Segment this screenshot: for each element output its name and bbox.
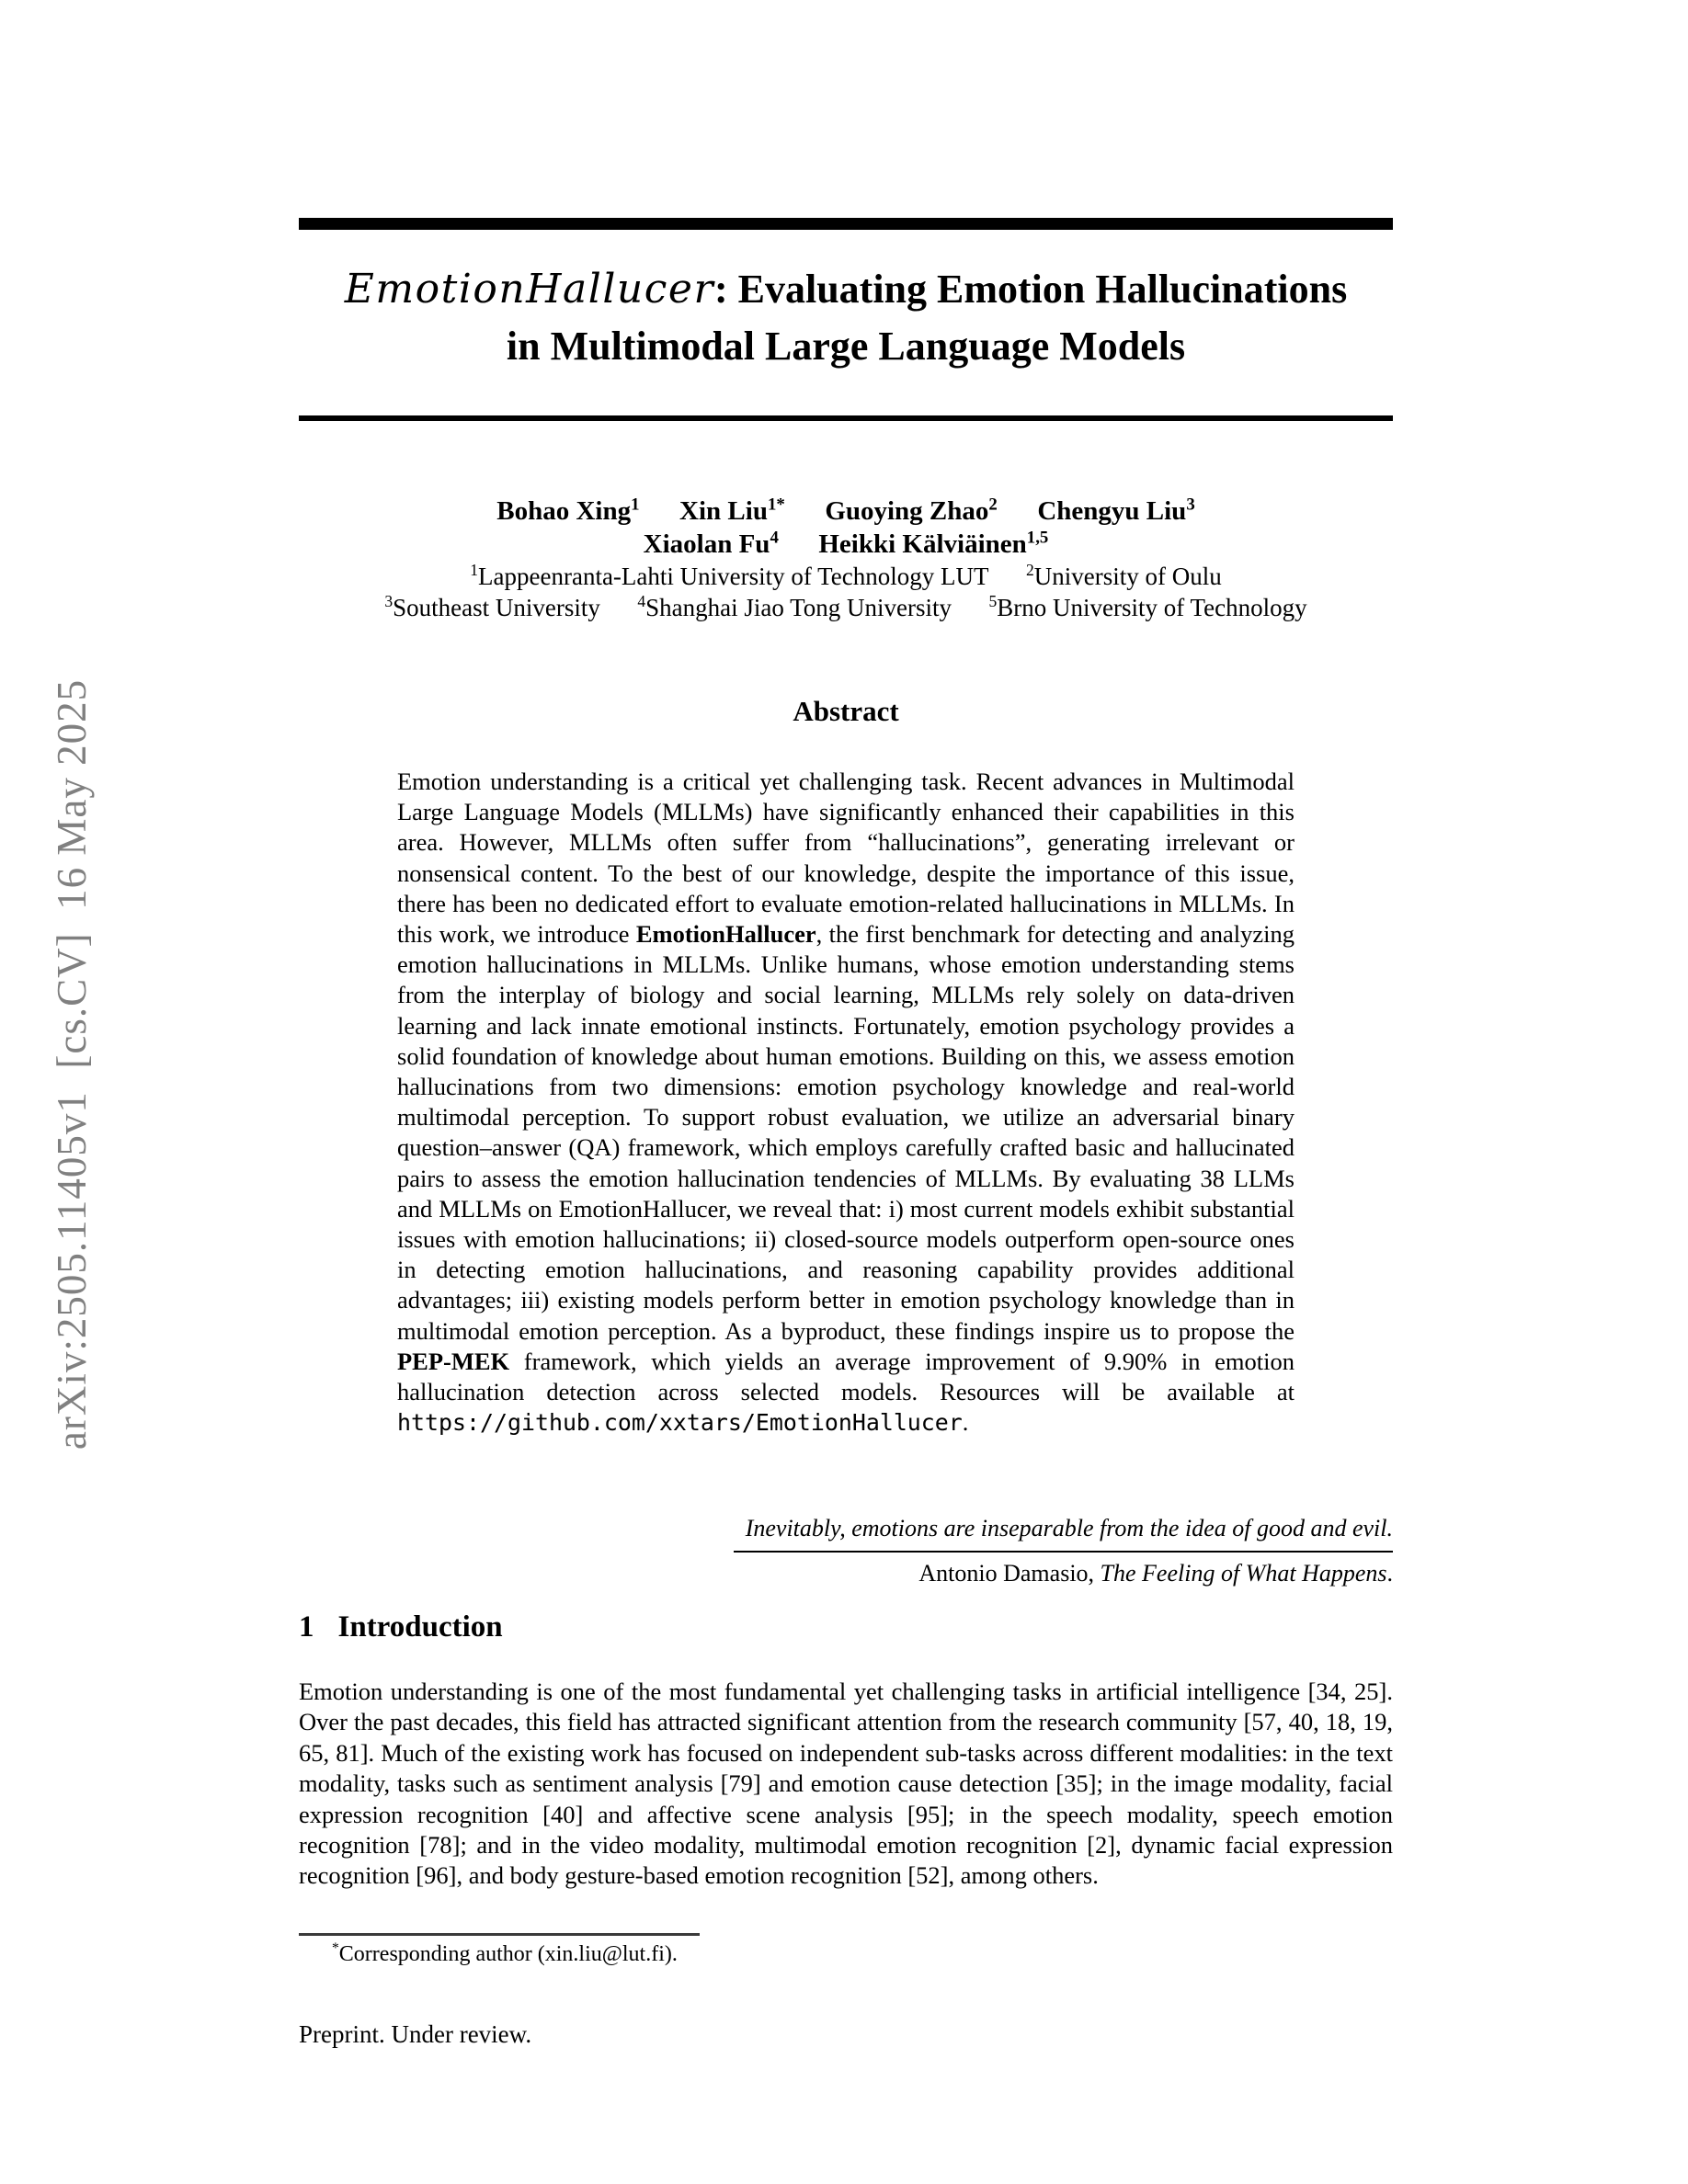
section-number: 1 [299, 1610, 314, 1644]
affiliations-line-2 [299, 592, 1393, 623]
paper-title [299, 261, 1393, 375]
text-segment: Lappeenranta-Lahti University of Technology LUT [478, 563, 989, 590]
text-segment: 4 [637, 592, 646, 610]
text-segment: 3 [1186, 495, 1195, 515]
framework-name: PEP-MEK [397, 1347, 510, 1375]
text-segment: . [962, 1408, 969, 1437]
text-segment: 1 [631, 495, 640, 515]
corresponding-author-footnote [299, 1942, 1393, 1967]
text-segment: Corresponding author (xin.liu@lut.fi). [338, 1942, 678, 1966]
section-title: Introduction [337, 1610, 503, 1644]
text-segment: 2 [988, 495, 998, 515]
text-segment: Emotion understanding is one of the most fundamental yet challenging tasks in artificial intelligence [34, 25]. Over the past decades, this field has attracted significant attention from the research community [57, 40, 18, 19, 65, 81]. Much of the existing work has focused on independent sub-tasks across different modalities: in the text modality, tasks such as sentiment analysis [79] and emotion cause detection [35]; in the image modality, facial expression recognition [40] and affective scene analysis [95]; in the speech modality, speech emotion recognition [78]; and in the video modality, multimodal emotion recognition [2], dynamic facial expression recognition [96], and body gesture-based emotion recognition [52], among others. [299, 1678, 1393, 1890]
title-benchmark-name: EmotionHallucer [344, 266, 714, 313]
text-segment [640, 496, 680, 526]
footnote-rule [299, 1933, 700, 1936]
book-title: The Feeling of What Happens [1100, 1560, 1387, 1587]
text-segment: Xiaolan Fu [643, 529, 770, 559]
preprint-notice: Preprint. Under review. [299, 2020, 532, 2048]
text-segment: . [1386, 1560, 1393, 1587]
text-segment: 1 [470, 561, 479, 579]
epigraph-block [734, 1515, 1393, 1587]
paper-title-line-1 [299, 261, 1393, 318]
benchmark-name: EmotionHallucer [635, 920, 816, 949]
text-segment: 1* [767, 495, 785, 515]
text-segment [952, 594, 989, 621]
text-segment: 2 [1025, 561, 1034, 579]
title-rule-top [299, 218, 1393, 230]
text-segment: framework, which yields an average improvement of 9.90% in emotion hallucination detection across selected models. Resources will be available at [397, 1347, 1295, 1406]
text-segment: , the first benchmark for detecting and analyzing emotion hallucinations in MLLMs. Unlike humans, whose emotion understanding stems from the interplay of biology and social learning, MLLMs rely solely on data-driven learning and lack innate emotional instincts. Fortunately, emotion psychology provides a solid foundation of knowledge about human emotions. Building on this, we assess emotion hallucinations from two dimensions: emotion psychology knowledge and real-world multimodal perception. To support robust evaluation, we utilize an adversarial binary question–answer (QA) framework, which employs carefully crafted basic and hallucinated pairs to assess the emotion hallucination tendencies of MLLMs. By evaluating 38 LLMs and MLLMs on EmotionHallucer, we reveal that: i) most current models exhibit substantial issues with emotion hallucinations; ii) closed-source models outperform open-source ones in detecting emotion hallucinations, and reasoning capability provides additional advantages; iii) existing models perform better in emotion psychology knowledge than in multimodal emotion perception. As a byproduct, these findings inspire us to propose the [397, 920, 1295, 1345]
text-segment: Chengyu Liu [1037, 496, 1187, 526]
authors-line-1 [299, 495, 1393, 528]
text-segment: 3 [384, 592, 393, 610]
text-segment: in Multimodal Large Language Models [506, 324, 1186, 369]
text-segment [785, 496, 826, 526]
text-segment: : Evaluating Emotion Hallucinations [713, 267, 1348, 312]
text-segment: Antonio Damasio, [918, 1560, 1101, 1587]
text-segment: Brno University of Technology [997, 594, 1307, 621]
text-segment [779, 529, 819, 559]
paper-title-line-2 [299, 318, 1393, 375]
github-link[interactable]: https://github.com/xxtars/EmotionHallucer [397, 1409, 963, 1437]
text-segment: 5 [988, 592, 998, 610]
text-segment: Inevitably, emotions are inseparable from the idea of good and evil. [745, 1515, 1393, 1541]
abstract-paragraph [397, 767, 1295, 1438]
text-segment: Guoying Zhao [825, 496, 989, 526]
epigraph-rule [734, 1551, 1393, 1553]
epigraph-quote [734, 1515, 1393, 1542]
text-segment: 4 [770, 528, 779, 548]
introduction-paragraph [299, 1677, 1393, 1892]
text-segment: Southeast University [393, 594, 600, 621]
paper-content-column [299, 0, 1393, 2184]
section-heading-introduction [299, 1610, 503, 1644]
text-segment: Bohao Xing [496, 496, 632, 526]
text-segment [600, 594, 638, 621]
text-segment: Xin Liu [679, 496, 768, 526]
text-segment: University of Oulu [1033, 563, 1222, 590]
text-segment: 1,5 [1026, 528, 1049, 548]
text-segment [988, 563, 1026, 590]
epigraph-attribution [734, 1560, 1393, 1587]
text-segment [998, 496, 1038, 526]
affiliations-line-1 [299, 561, 1393, 592]
title-rule-bottom [299, 415, 1393, 421]
abstract-heading: Abstract [793, 695, 899, 727]
arxiv-watermark: arXiv:2505.11405v1 [cs.CV] 16 May 2025 [49, 678, 95, 1450]
authors-line-2 [299, 528, 1393, 561]
text-segment: Heikki Kälviäinen [818, 529, 1027, 559]
author-block [299, 495, 1393, 623]
text-segment: * [332, 1940, 339, 1956]
text-segment: Shanghai Jiao Tong University [645, 594, 952, 621]
text-segment: Emotion understanding is a critical yet challenging task. Recent advances in Multimodal Large Language Models (MLLMs) have significantly enhanced their capabilities in this area. However, MLLMs often suffer from “hallucinations”, generating irrelevant or nonsensical content. To the best of our knowledge, despite the importance of this issue, there has been no dedicated effort to evaluate emotion-related hallucinations in MLLMs. In this work, we introduce [397, 768, 1295, 949]
